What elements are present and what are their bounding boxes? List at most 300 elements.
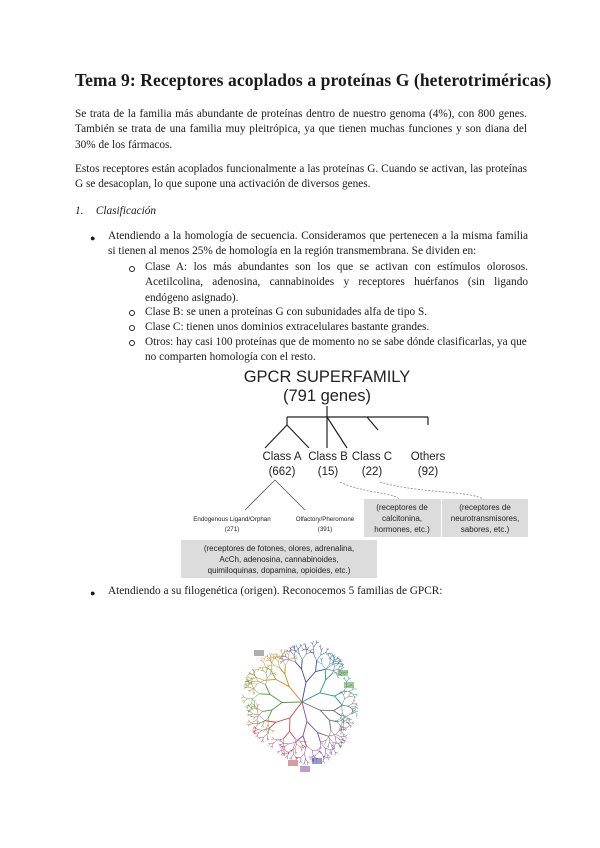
tree-branch xyxy=(302,647,304,649)
tree-branch xyxy=(253,717,255,719)
tree-branch xyxy=(283,731,289,739)
tree-branch xyxy=(303,763,305,765)
tree-branch xyxy=(313,644,314,647)
tree-branch xyxy=(280,668,285,675)
tree-branch xyxy=(326,745,328,747)
tree-branch xyxy=(255,728,257,730)
tree-branch xyxy=(344,695,345,699)
tree-branch xyxy=(303,721,307,735)
tree-branch xyxy=(311,649,313,650)
others-count: (92) xyxy=(417,466,439,478)
tree-branch xyxy=(259,668,262,670)
tree-branch xyxy=(253,700,254,702)
tree-branch xyxy=(355,709,357,710)
tree-branch xyxy=(267,665,270,666)
tree-leaf-block xyxy=(300,766,310,772)
box-class-a-line3: quimiloquinas, dopamina, opioides, etc.) xyxy=(207,566,351,575)
tree-branch xyxy=(257,710,259,715)
tree-branch xyxy=(301,649,303,651)
bullet-dot: ● xyxy=(90,588,96,598)
tree-branch xyxy=(330,742,332,745)
tree-branch xyxy=(289,742,296,744)
tree-branch xyxy=(342,720,346,721)
tree-branch xyxy=(355,704,357,705)
tree-branch xyxy=(348,706,352,709)
tree-branch xyxy=(254,700,255,702)
tree-branch xyxy=(304,741,307,742)
tree-branch xyxy=(320,680,326,693)
tree-branch xyxy=(259,730,263,733)
bullet-dot: ● xyxy=(90,233,96,243)
tree-branch xyxy=(292,646,294,648)
tree-branch xyxy=(336,730,340,734)
tree-branch xyxy=(302,693,320,702)
tree-branch xyxy=(257,706,258,710)
tree-branch xyxy=(317,748,320,750)
class-b-count: (15) xyxy=(317,466,339,478)
tree-branch xyxy=(247,707,248,710)
tree-branch xyxy=(317,750,320,752)
tree-branch xyxy=(274,739,278,740)
tree-branch xyxy=(263,737,264,740)
tree-branch xyxy=(281,753,282,755)
tree-branch xyxy=(283,652,285,655)
tree-branch xyxy=(345,737,347,739)
tree-branch xyxy=(285,654,286,657)
tree-branch xyxy=(247,675,248,677)
tree-branch xyxy=(248,725,250,727)
tree-branch xyxy=(306,652,310,654)
tree-branch xyxy=(267,734,268,738)
tree-branch xyxy=(248,710,249,712)
tree-branch xyxy=(267,674,270,677)
tree-branch xyxy=(328,758,330,760)
tree-branch xyxy=(352,722,354,723)
tree-branch xyxy=(249,679,251,681)
tree-branch xyxy=(261,725,263,727)
tree-branch xyxy=(257,678,264,680)
box-others-line1: (receptores de xyxy=(459,503,511,512)
tree-leaf-block xyxy=(344,682,354,688)
tree-branch xyxy=(289,650,291,651)
tree-branch xyxy=(302,745,305,746)
tree-branch xyxy=(270,729,273,731)
tree-branch xyxy=(313,641,314,643)
tree-branch xyxy=(314,643,316,647)
tree-branch xyxy=(288,653,289,656)
tree-branch xyxy=(322,742,323,744)
tree-branch xyxy=(341,693,343,695)
tree-branch xyxy=(313,653,317,661)
tree-branch xyxy=(334,711,341,716)
tree-branch xyxy=(345,727,348,728)
intro-paragraph-2: Estos receptores están acoplados funcionalmente a las proteínas G. Cuando se activan, las proteínas G se desacoplan, lo que supone una activación de diversos genes. xyxy=(75,163,527,191)
tree-branch xyxy=(280,745,282,746)
tree-branch xyxy=(323,761,325,763)
tree-branch xyxy=(287,756,288,759)
tree-branch xyxy=(274,740,278,743)
box-class-c-line2: calcitonina, xyxy=(381,514,423,523)
tree-branch xyxy=(295,744,297,748)
tree-branch xyxy=(352,701,354,704)
tree-branch xyxy=(334,742,336,746)
tree-branch xyxy=(250,716,252,717)
tree-branch xyxy=(321,648,323,650)
tree-branch xyxy=(258,704,260,706)
tree-branch xyxy=(317,655,321,661)
tree-branch xyxy=(320,658,321,660)
tree-leaf-block xyxy=(254,650,264,656)
tree-branch xyxy=(263,740,264,742)
tree-branch xyxy=(265,721,276,723)
tree-branch xyxy=(329,720,331,730)
subitem-otros: Otros: hay casi 100 proteínas que de momento no se sabe dónde clasificarlas, ya que no comparten homología con el resto. xyxy=(145,336,527,364)
tree-branch xyxy=(253,681,259,682)
tree-branch xyxy=(305,759,306,763)
tree-branch xyxy=(252,704,255,705)
tree-branch xyxy=(255,669,257,671)
tree-branch xyxy=(294,651,295,655)
tree-branch xyxy=(254,689,259,694)
tree-branch xyxy=(259,694,270,695)
tree-branch xyxy=(249,690,251,692)
tree-branch xyxy=(291,652,294,656)
tree-branch xyxy=(325,748,326,753)
tree-branch xyxy=(352,723,354,724)
tree-branch xyxy=(329,653,332,654)
others-label: Others xyxy=(410,451,446,463)
tree-branch xyxy=(290,702,302,718)
tree-branch xyxy=(355,707,357,708)
tree-branch xyxy=(307,762,309,763)
tree-branch xyxy=(241,697,244,698)
tree-branch xyxy=(270,694,282,702)
tree-branch xyxy=(258,730,262,731)
tree-branch xyxy=(250,714,253,715)
subclass-endogenous-label: Endogenous Ligand/Orphan xyxy=(193,516,271,523)
tree-branch xyxy=(291,754,293,757)
tree-branch xyxy=(247,724,250,725)
tree-branch xyxy=(310,759,312,760)
tree-branch xyxy=(269,722,276,728)
tree-branch xyxy=(249,720,250,722)
tree-leaf-block xyxy=(338,670,348,676)
tree-branch xyxy=(331,659,333,662)
tree-branch xyxy=(264,679,276,680)
tree-branch xyxy=(268,743,270,744)
tree-branch xyxy=(330,750,332,753)
tree-branch xyxy=(321,650,322,655)
tree-branch xyxy=(258,715,264,721)
tree-branch xyxy=(328,755,330,756)
box-class-a-line1: (receptores de fotones, olores, adrenalina, xyxy=(203,544,355,553)
tree-branch xyxy=(322,664,326,669)
tree-branch xyxy=(296,658,298,659)
tree-branch xyxy=(317,732,320,742)
tree-branch xyxy=(334,656,335,658)
tree-branch xyxy=(301,753,304,757)
tree-branch xyxy=(328,742,329,746)
tree-branch xyxy=(263,734,266,737)
tree-branch xyxy=(349,689,352,691)
tree-branch xyxy=(252,708,254,710)
tree-branch xyxy=(274,665,280,668)
section-title: Clasificación xyxy=(95,205,157,217)
tree-branch xyxy=(336,735,341,737)
tree-branch xyxy=(252,707,254,708)
tree-branch xyxy=(274,674,276,675)
tree-branch xyxy=(253,692,254,694)
tree-branch xyxy=(258,670,259,672)
tree-branch xyxy=(250,723,253,724)
tree-branch xyxy=(250,689,253,691)
bullet-homologia: Atendiendo a la homología de secuencia. Consideramos que pertenecen a la misma familia si tienen al menos 25% de homología en la región transmembrana. Se dividen en: xyxy=(108,230,528,258)
tree-branch xyxy=(341,722,342,725)
tree-branch xyxy=(243,694,244,697)
tree-branch xyxy=(348,725,349,727)
tree-branch xyxy=(270,665,274,666)
subclass-olfactory-label: Olfactory/Pheromone xyxy=(295,516,355,523)
tree-branch xyxy=(330,749,333,750)
tree-branch xyxy=(347,714,351,716)
tree-branch xyxy=(343,721,344,726)
tree-branch xyxy=(244,701,245,703)
tree-branch xyxy=(267,658,268,660)
tree-branch xyxy=(244,687,246,688)
tree-branch xyxy=(335,692,343,696)
tree-branch xyxy=(329,654,331,656)
tree-branch xyxy=(295,651,299,654)
tree-branch xyxy=(303,736,306,746)
tree-branch xyxy=(335,752,338,753)
tree-branch xyxy=(321,653,326,655)
tree-leaf-block xyxy=(312,758,322,764)
tree-branch xyxy=(295,662,301,669)
tree-branch xyxy=(306,672,316,683)
tree-branch xyxy=(294,645,295,647)
tree-leaf-block xyxy=(288,760,298,766)
tree-branch xyxy=(270,746,272,747)
tree-branch xyxy=(250,712,253,714)
tree-branch xyxy=(285,750,288,752)
tree-branch xyxy=(308,646,309,648)
box-class-c-line1: (receptores de xyxy=(376,503,428,512)
tree-branch xyxy=(328,655,330,658)
tree-branch xyxy=(299,649,300,654)
tree-branch xyxy=(267,738,268,740)
tree-branch xyxy=(327,649,329,650)
tree-branch xyxy=(289,687,302,702)
subitem-clase-a: Clase A: los más abundantes son los que se activan con estímulos olorosos. Acetilcolina, adenosina, cannabinoides y receptores huérfanos (sin ligando endógeno asignado). xyxy=(145,261,528,304)
tree-branch xyxy=(289,658,293,659)
tree-branch xyxy=(264,663,266,667)
tree-branch xyxy=(299,654,302,660)
subclass-endogenous-count: (271) xyxy=(224,526,240,533)
tree-branch xyxy=(346,719,348,720)
tree-branch xyxy=(263,671,266,673)
intro-paragraph-1: Se trata de la familia más abundante de proteínas dentro de nuestro genoma (4%), con 800 genes. También se trata de una familia muy pleitrópica, ya que tienen muchas funciones y son diana del 30% de los fármacos. xyxy=(75,108,527,151)
tree-branch xyxy=(342,732,344,735)
tree-branch xyxy=(274,672,276,674)
tree-branch xyxy=(276,718,290,722)
tree-branch xyxy=(300,761,301,763)
tree-branch xyxy=(344,696,348,699)
tree-branch xyxy=(349,678,351,679)
tree-branch xyxy=(307,721,318,732)
tree-branch xyxy=(326,669,333,671)
tree-branch xyxy=(306,746,312,750)
tree-branch xyxy=(262,661,264,663)
tree-branch xyxy=(325,753,326,756)
tree-branch xyxy=(305,763,306,766)
tree-branch xyxy=(286,657,289,660)
tree-branch xyxy=(257,720,258,723)
tree-branch xyxy=(332,663,337,664)
tree-branch xyxy=(296,657,298,658)
tree-branch xyxy=(303,747,304,749)
tree-branch xyxy=(253,721,255,722)
tree-branch xyxy=(295,748,296,751)
tree-branch xyxy=(334,706,342,711)
tree-branch xyxy=(244,699,247,701)
tree-branch xyxy=(271,739,273,740)
tree-branch xyxy=(335,696,342,705)
tree-branch xyxy=(254,684,257,689)
tree-branch xyxy=(347,679,349,682)
tree-branch xyxy=(302,654,306,659)
tree-branch xyxy=(280,650,282,652)
tree-branch xyxy=(349,719,351,720)
tree-branch xyxy=(279,750,282,752)
tree-branch xyxy=(302,669,306,682)
section-number: 1. xyxy=(75,205,84,217)
tree-branch xyxy=(282,651,283,655)
tree-branch xyxy=(252,717,255,718)
tree-branch xyxy=(328,757,331,758)
tree-branch xyxy=(259,667,262,668)
tree-branch xyxy=(316,642,319,643)
tree-branch xyxy=(284,750,285,753)
tree-branch xyxy=(344,692,345,695)
tree-branch xyxy=(244,697,248,699)
tree-branch xyxy=(285,744,289,746)
tree-branch xyxy=(256,703,257,706)
tree-branch xyxy=(263,710,272,711)
tree-branch xyxy=(328,736,333,742)
class-c-count: (22) xyxy=(361,466,383,478)
tree-branch xyxy=(266,660,268,661)
tree-branch xyxy=(266,670,267,673)
tree-branch xyxy=(324,743,325,745)
tree-branch xyxy=(335,664,339,667)
tree-branch xyxy=(255,676,258,681)
tree-branch xyxy=(264,657,266,659)
page-title: Tema 9: Receptores acoplados a proteínas G (heterotriméricas) xyxy=(75,70,552,90)
tree-branch xyxy=(312,750,313,755)
tree-branch xyxy=(356,694,358,695)
tree-branch xyxy=(285,660,288,666)
box-others-line2: neurotransmisores, xyxy=(450,514,520,523)
tree-branch xyxy=(326,650,328,653)
tree-branch xyxy=(253,714,258,715)
class-c-label: Class C xyxy=(351,451,393,463)
tree-branch xyxy=(280,746,282,747)
tree-branch xyxy=(268,738,269,740)
tree-branch xyxy=(348,704,352,706)
tree-branch xyxy=(337,677,338,679)
tree-branch xyxy=(265,678,267,685)
tree-branch xyxy=(347,719,349,721)
tree-branch xyxy=(263,730,264,732)
tree-branch xyxy=(326,753,328,755)
tree-branch xyxy=(251,699,253,705)
tree-branch xyxy=(293,754,296,757)
tree-branch xyxy=(304,753,305,759)
phylogenetic-tree-image xyxy=(240,610,358,786)
tree-branch xyxy=(326,673,333,679)
tree-branch xyxy=(250,722,253,724)
tree-branch xyxy=(267,666,270,668)
class-a-label: Class A xyxy=(262,451,302,463)
tree-branch xyxy=(254,674,257,678)
tree-branch xyxy=(296,757,299,758)
tree-branch xyxy=(285,756,287,757)
tree-branch xyxy=(263,722,264,725)
tree-branch xyxy=(289,660,295,662)
tree-branch xyxy=(349,693,351,696)
tree-branch xyxy=(355,703,357,704)
tree-branch xyxy=(310,642,312,643)
tree-branch xyxy=(286,650,288,651)
tree-branch xyxy=(272,702,282,709)
tree-branch xyxy=(302,682,306,702)
tree-branch xyxy=(269,744,271,746)
tree-branch xyxy=(253,694,259,699)
tree-branch xyxy=(342,699,345,705)
tree-branch xyxy=(297,744,301,747)
tree-branch xyxy=(326,654,328,655)
tree-branch xyxy=(256,724,259,728)
tree-branch xyxy=(271,670,276,679)
box-class-a-line2: AcCh, adenosina, cannabinoides, xyxy=(219,555,339,564)
tree-branch xyxy=(325,748,330,750)
tree-branch xyxy=(302,660,303,669)
tree-branch xyxy=(326,664,332,669)
tree-branch xyxy=(270,653,271,655)
tree-branch xyxy=(338,718,341,720)
tree-branch xyxy=(304,746,306,753)
tree-branch xyxy=(356,695,358,697)
tree-branch xyxy=(302,702,320,710)
tree-branch xyxy=(266,724,268,728)
class-a-count: (662) xyxy=(268,466,296,478)
box-class-c-line3: hormones, etc.) xyxy=(374,525,430,534)
tree-branch xyxy=(340,732,341,735)
tree-branch xyxy=(345,679,347,682)
tree-branch xyxy=(320,693,335,696)
diagram-title: GPCR SUPERFAMILY xyxy=(243,368,411,386)
tree-branch xyxy=(349,719,350,722)
tree-branch xyxy=(287,653,288,655)
tree-branch xyxy=(341,740,342,742)
tree-branch xyxy=(258,722,260,723)
tree-branch xyxy=(338,742,341,743)
tree-branch xyxy=(302,702,307,721)
tree-branch xyxy=(290,731,295,738)
tree-branch xyxy=(258,711,262,715)
diagram-subtitle: (791 genes) xyxy=(282,387,372,405)
tree-branch xyxy=(320,647,321,650)
